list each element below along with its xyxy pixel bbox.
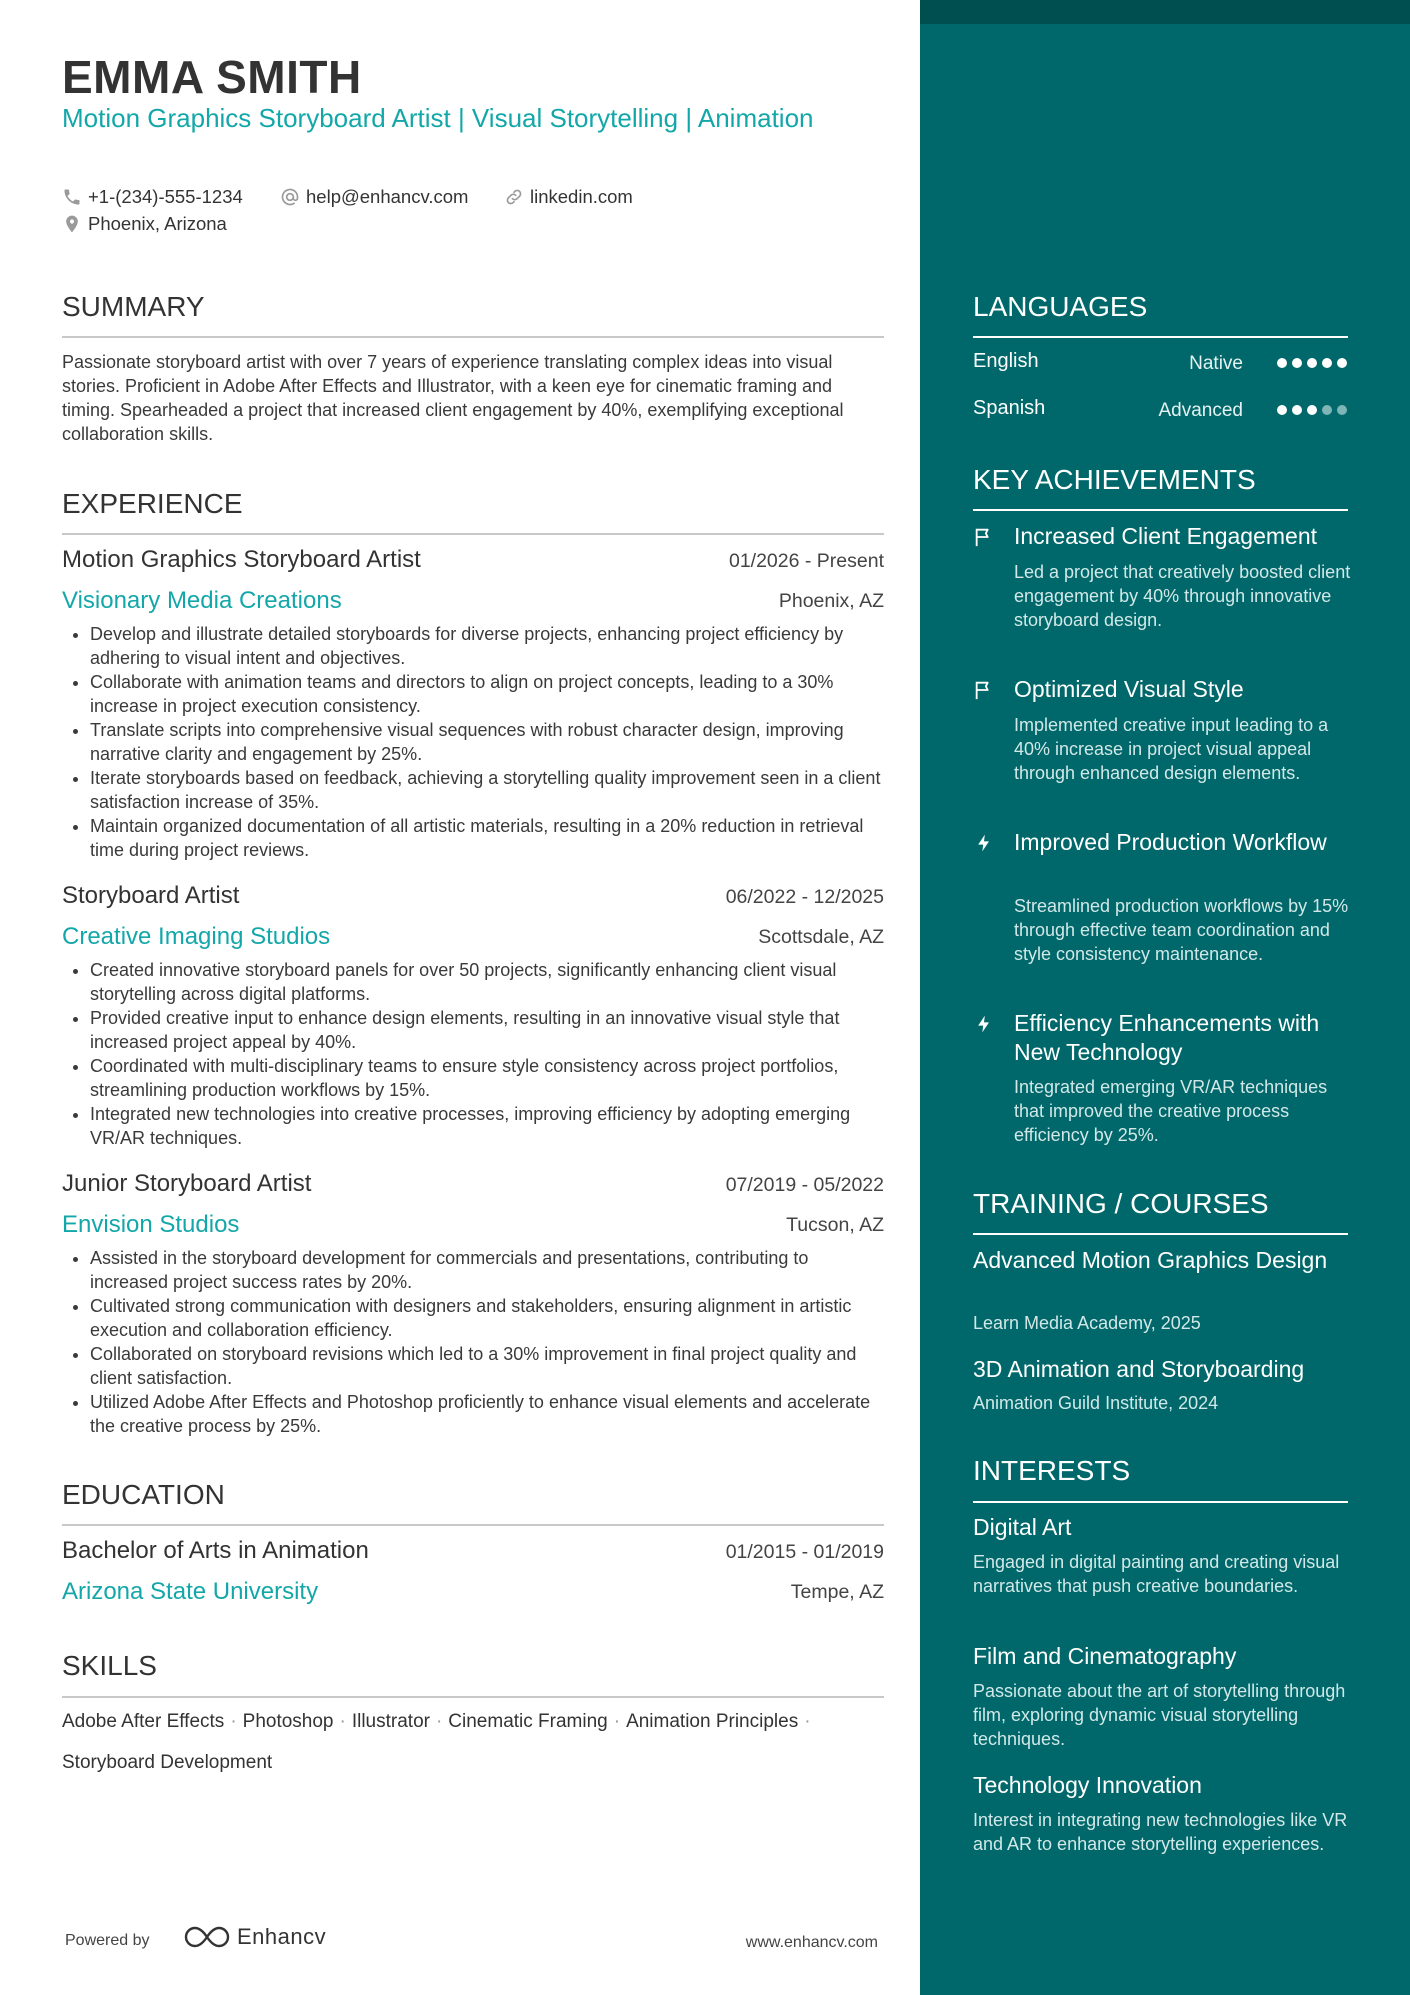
course-title: Advanced Motion Graphics Design bbox=[973, 1247, 1328, 1273]
skill-item: Photoshop bbox=[242, 1711, 334, 1732]
achievement-text: Led a project that creatively boosted client engagement by 40% through innovative storyboard design. bbox=[1014, 562, 1351, 630]
achievement-text: Implemented creative input leading to a 40% increase in project visual appeal through enhanced design elements. bbox=[1014, 715, 1329, 783]
job-company: Envision Studios bbox=[62, 1211, 240, 1238]
candidate-name: EMMA SMITH bbox=[62, 51, 362, 103]
achievements-divider bbox=[973, 509, 1348, 511]
skill-item: Cinematic Framing bbox=[448, 1711, 608, 1732]
experience-heading: EXPERIENCE bbox=[62, 488, 243, 519]
job-dates: 01/2026 - Present bbox=[728, 550, 884, 572]
job-dates: 06/2022 - 12/2025 bbox=[725, 886, 884, 908]
language-name: English bbox=[973, 350, 1039, 372]
summary-heading: SUMMARY bbox=[62, 291, 205, 322]
language-rating bbox=[1277, 405, 1347, 415]
education-heading: EDUCATION bbox=[62, 1479, 225, 1510]
at-icon bbox=[280, 187, 300, 207]
job-company: Creative Imaging Studios bbox=[62, 923, 331, 950]
achievement-title: Optimized Visual Style bbox=[1014, 676, 1244, 702]
interests-divider bbox=[973, 1501, 1348, 1503]
education-degree: Bachelor of Arts in Animation bbox=[62, 1537, 369, 1564]
language-level: Advanced bbox=[1158, 400, 1243, 421]
education-location: Tempe, AZ bbox=[790, 1581, 884, 1603]
skills-heading: SKILLS bbox=[62, 1650, 157, 1681]
list-item: • Develop and illustrate detailed storyboards for diverse projects, enhancing project efficiency by adhering to visual intent and objectives. bbox=[90, 622, 884, 670]
email-text: help@enhancv.com bbox=[306, 186, 469, 207]
sidebar-top-bar bbox=[920, 0, 1410, 24]
list-item: • Maintain organized documentation of all artistic materials, resulting in a 20% reduction in retrieval time during project reviews. bbox=[90, 814, 884, 862]
list-item: • Integrated new technologies into creative processes, improving efficiency by adopting emerging VR/AR techniques. bbox=[90, 1102, 884, 1150]
powered-by-text: Powered by bbox=[65, 1932, 150, 1949]
job-bullets bbox=[62, 958, 884, 1150]
language-name: Spanish bbox=[973, 397, 1046, 419]
summary-divider bbox=[62, 336, 884, 338]
link-icon bbox=[504, 187, 524, 207]
summary-text: Passionate storyboard artist with over 7 years of experience translating complex ideas into visual stories. Proficient in Adobe After Effects and Illustrator, with a keen eye for cinematic framing and timing. Spearheaded a project that increased client engagement by 40%, exemplifying exceptional collaboration skills. bbox=[62, 352, 844, 444]
achievements-heading: KEY ACHIEVEMENTS bbox=[973, 464, 1256, 495]
interest-title: Digital Art bbox=[973, 1514, 1072, 1540]
job-location: Tucson, AZ bbox=[786, 1214, 884, 1236]
list-item: • Cultivated strong communication with designers and stakeholders, ensuring alignment in artistic execution and collaboration efficiency. bbox=[90, 1294, 884, 1342]
skill-item: Storyboard Development bbox=[62, 1752, 273, 1773]
contact-linkedin[interactable] bbox=[504, 186, 633, 208]
achievement-title: Efficiency Enhancements with New Technology bbox=[1014, 1010, 1320, 1065]
contact-phone[interactable] bbox=[62, 186, 243, 208]
education-divider bbox=[62, 1524, 884, 1526]
interest-title: Film and Cinematography bbox=[973, 1643, 1237, 1669]
languages-heading: LANGUAGES bbox=[973, 291, 1148, 322]
skill-item: Animation Principles bbox=[626, 1711, 799, 1732]
skills-list: Adobe After Effects · Photoshop · Illustrator · Cinematic Framing · Animation Principles · Storyboard Development bbox=[62, 1711, 811, 1773]
education-school: Arizona State University bbox=[62, 1578, 319, 1605]
list-item: • Collaborate with animation teams and directors to align on project concepts, leading to a 30% increase in project execution consistency. bbox=[90, 670, 884, 718]
list-item: • Iterate storyboards based on feedback, achieving a storytelling quality improvement seen in a client satisfaction increase of 35%. bbox=[90, 766, 884, 814]
languages-divider bbox=[973, 336, 1348, 338]
skill-item: Adobe After Effects bbox=[62, 1711, 225, 1732]
location-text: Phoenix, Arizona bbox=[88, 213, 227, 234]
job-title: Motion Graphics Storyboard Artist bbox=[62, 546, 421, 573]
course-provider: Learn Media Academy, 2025 bbox=[973, 1313, 1201, 1333]
job-title: Junior Storyboard Artist bbox=[62, 1170, 312, 1197]
sidebar bbox=[920, 0, 1410, 1995]
training-heading: TRAINING / COURSES bbox=[973, 1188, 1269, 1219]
phone-text: +1-(234)-555-1234 bbox=[88, 186, 243, 207]
list-item: • Utilized Adobe After Effects and Photoshop proficiently to enhance visual elements and accelerate the creative process by 25%. bbox=[90, 1390, 884, 1438]
job-location: Phoenix, AZ bbox=[778, 590, 884, 612]
interest-text: Interest in integrating new technologies like VR and AR to enhance storytelling experiences. bbox=[973, 1810, 1348, 1854]
job-bullets bbox=[62, 622, 884, 862]
contact-location bbox=[62, 213, 227, 235]
list-item: • Assisted in the storyboard development for commercials and presentations, contributing to increased project success rates by 20%. bbox=[90, 1246, 884, 1294]
interests-heading: INTERESTS bbox=[973, 1455, 1131, 1486]
flag-icon bbox=[973, 679, 995, 706]
list-item: • Translate scripts into comprehensive visual sequences with robust character design, improving narrative clarity and engagement by 25%. bbox=[90, 718, 884, 766]
infinity-logo-icon bbox=[183, 1924, 231, 1950]
contact-email[interactable] bbox=[280, 186, 468, 208]
training-divider bbox=[973, 1233, 1348, 1235]
interest-title: Technology Innovation bbox=[973, 1772, 1202, 1798]
skill-item: Illustrator bbox=[351, 1711, 430, 1732]
list-item: • Provided creative input to enhance design elements, resulting in an innovative visual style that increased project appeal by 40%. bbox=[90, 1006, 884, 1054]
job-title: Storyboard Artist bbox=[62, 882, 240, 909]
job-bullets bbox=[62, 1246, 884, 1438]
achievement-text: Integrated emerging VR/AR techniques that improved the creative process efficiency by 25%. bbox=[1014, 1077, 1328, 1145]
brand-name: Enhancv bbox=[237, 1924, 327, 1949]
language-level: Native bbox=[1189, 353, 1243, 374]
interest-text: Engaged in digital painting and creating visual narratives that push creative boundaries. bbox=[973, 1552, 1340, 1596]
job-location: Scottsdale, AZ bbox=[758, 926, 884, 948]
phone-icon bbox=[62, 187, 82, 207]
list-item: • Created innovative storyboard panels for over 50 projects, significantly enhancing client visual storytelling across digital platforms. bbox=[90, 958, 884, 1006]
achievement-title: Increased Client Engagement bbox=[1014, 523, 1318, 549]
course-title: 3D Animation and Storyboarding bbox=[973, 1356, 1305, 1382]
list-item: • Coordinated with multi-disciplinary teams to ensure style consistency across project portfolios, streamlining production workflows by 15%. bbox=[90, 1054, 884, 1102]
education-dates: 01/2015 - 01/2019 bbox=[725, 1541, 884, 1563]
language-rating bbox=[1277, 358, 1347, 368]
bolt-icon bbox=[974, 1013, 994, 1040]
location-pin-icon bbox=[62, 214, 82, 234]
achievement-title: Improved Production Workflow bbox=[1014, 829, 1327, 855]
achievement-text: Streamlined production workflows by 15% through effective team coordination and style consistency maintenance. bbox=[1014, 896, 1349, 964]
bolt-icon bbox=[974, 832, 994, 859]
footer-url[interactable]: www.enhancv.com bbox=[745, 1934, 878, 1951]
interest-text: Passionate about the art of storytelling through film, exploring dynamic visual storytelling techniques. bbox=[973, 1681, 1346, 1749]
enhancv-logo[interactable] bbox=[183, 1924, 326, 1950]
skills-divider bbox=[62, 1696, 884, 1698]
course-provider: Animation Guild Institute, 2024 bbox=[973, 1393, 1219, 1413]
job-company: Visionary Media Creations bbox=[62, 587, 342, 614]
experience-divider bbox=[62, 533, 884, 535]
linkedin-text: linkedin.com bbox=[530, 186, 633, 207]
list-item: • Collaborated on storyboard revisions which led to a 30% improvement in final project quality and client satisfaction. bbox=[90, 1342, 884, 1390]
job-dates: 07/2019 - 05/2022 bbox=[725, 1174, 884, 1196]
candidate-tagline: Motion Graphics Storyboard Artist | Visual Storytelling | Animation bbox=[62, 103, 814, 133]
flag-icon bbox=[973, 526, 995, 553]
